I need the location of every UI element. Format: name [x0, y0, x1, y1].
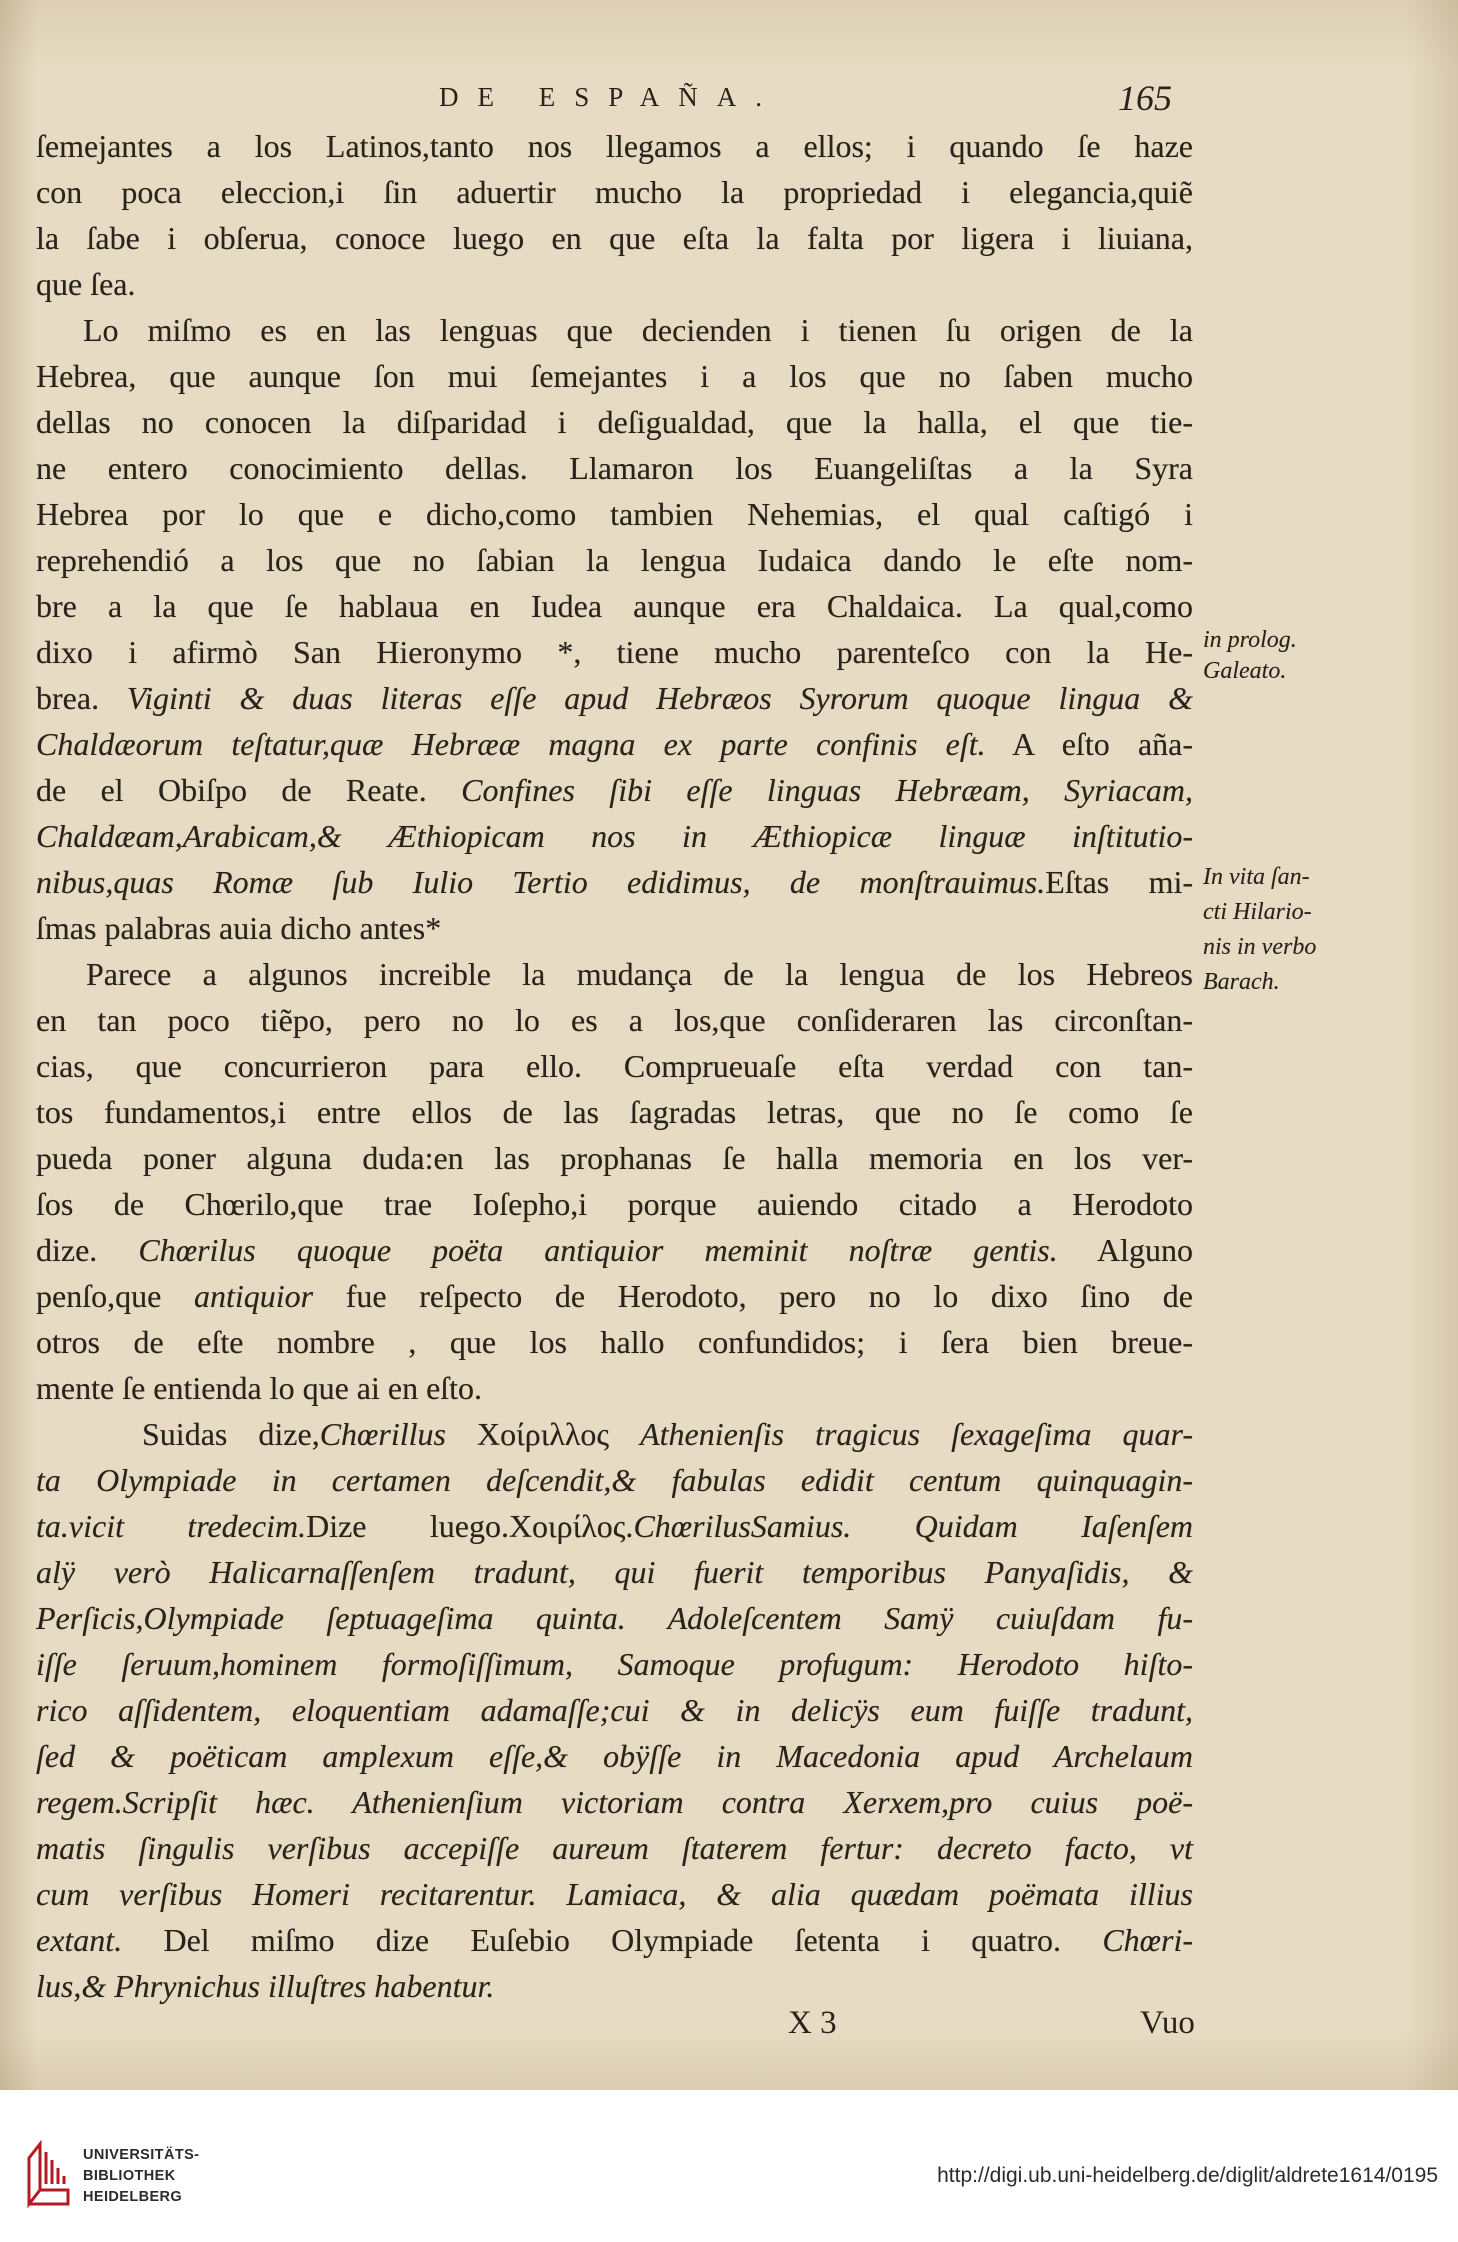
- text-line-content: [36, 1048, 1193, 1084]
- text-line-content: [36, 1370, 482, 1406]
- text-line-content: [36, 1738, 1193, 1774]
- text-line-content: [36, 772, 1193, 808]
- italic-text: antiquior: [193, 1278, 314, 1314]
- roman-text: brea.: [36, 680, 127, 716]
- roman-text: cias, que concurrieron para ello. Comprueuaſe eſta verdad con tan-: [36, 1048, 1193, 1084]
- text-line-content: [36, 542, 1193, 578]
- text-line: [36, 629, 1193, 675]
- library-name: [83, 2145, 199, 2208]
- italic-text: regem.Scripſit hæc. Athenienſium victoriam contra Xerxem,pro cuius poë-: [36, 1784, 1193, 1820]
- roman-text: Hebrea, que aunque ſon mui ſemejantes i a los que no ſaben mucho: [36, 358, 1193, 394]
- roman-text: con poca eleccion,i ſin aduertir mucho la propriedad i elegancia,quiẽ: [36, 174, 1193, 210]
- text-line-content: [36, 1784, 1193, 1820]
- text-line-content: [36, 1140, 1193, 1176]
- roman-text: en tan poco tiẽpo, pero no lo es a los,que conſideraren las circonſtan-: [36, 1002, 1193, 1038]
- text-line-content: [36, 1554, 1193, 1590]
- text-line-content: [36, 1600, 1193, 1636]
- roman-text: reprehendió a los que no ſabian la lengua Iudaica dando le eſte nom-: [36, 542, 1193, 578]
- text-line: [36, 1687, 1193, 1733]
- italic-text: Chaldæam,Arabicam,& Æthiopicam nos in Æthiopicæ linguæ inſtitutio-: [36, 818, 1193, 854]
- text-line: [36, 1825, 1193, 1871]
- text-line: [36, 1641, 1193, 1687]
- italic-text: Chœrillus: [319, 1416, 478, 1452]
- text-line: [36, 123, 1193, 169]
- text-line: [36, 1457, 1193, 1503]
- text-line: [36, 445, 1193, 491]
- italic-text: iſſe ſeruum,hominem formoſiſſimum, Samoque profugum: Herodoto hiſto-: [36, 1646, 1193, 1682]
- italic-text: Viginti & duas literas eſſe apud Hebræos Syrorum quoque lingua &: [126, 680, 1194, 716]
- text-line-content: [36, 1278, 1193, 1314]
- roman-text: dellas no conocen la diſparidad i deſigualdad, que la halla, el que tie-: [36, 404, 1193, 440]
- roman-text: bre a la que ſe hablaua en Iudea aunque era Chaldaica. La qual,como: [36, 588, 1193, 624]
- text-line: [36, 1273, 1193, 1319]
- text-line: [36, 1411, 1193, 1457]
- text-line: [36, 169, 1193, 215]
- italic-text: alÿ verò Halicarnaſſenſem tradunt, qui fuerit temporibus Panyaſidis, &: [36, 1554, 1193, 1590]
- italic-text: rico aſſidentem, eloquentiam adamaſſe;cui & in delicÿs eum fuiſſe tradunt,: [36, 1692, 1193, 1728]
- italic-text: ta Olympiade in certamen deſcendit,& fabulas edidit centum quinquagin-: [36, 1462, 1193, 1498]
- margin-note-line: Barach.: [1203, 969, 1280, 995]
- text-line: [36, 1733, 1193, 1779]
- roman-text: Χοίριλλος: [477, 1416, 641, 1452]
- roman-text: que ſea.: [36, 266, 136, 302]
- roman-text: de el Obiſpo de Reate.: [36, 772, 462, 808]
- margin-note-line: in prolog.: [1203, 627, 1297, 653]
- text-line-content: [36, 1232, 1193, 1268]
- roman-text: Del miſmo dize Euſebio Olympiade ſetenta i quatro.: [122, 1922, 1103, 1958]
- text-line: [36, 399, 1193, 445]
- text-line: [36, 583, 1193, 629]
- text-line: [36, 951, 1193, 997]
- text-line-content: [36, 404, 1193, 440]
- text-line: [36, 1319, 1193, 1365]
- text-line: [36, 353, 1193, 399]
- roman-text: dize.: [36, 1232, 139, 1268]
- margin-note-line: Galeato.: [1203, 658, 1287, 684]
- text-line: [36, 1043, 1193, 1089]
- roman-text: ne entero conocimiento dellas. Llamaron los Euangeliſtas a la Syra: [36, 450, 1193, 486]
- text-line: [36, 767, 1193, 813]
- text-line-content: [36, 1968, 494, 2004]
- text-line: [36, 1227, 1193, 1273]
- text-line-content: [36, 1922, 1193, 1958]
- text-line-content: [36, 1646, 1193, 1682]
- text-line: [36, 1503, 1193, 1549]
- text-line: [36, 997, 1193, 1043]
- text-line: [36, 307, 1193, 353]
- roman-text: la ſabe i obſerua, conoce luego en que eſta la falta por ligera i liuiana,: [36, 220, 1193, 256]
- text-line-content: [36, 128, 1193, 164]
- italic-text: ſed & poëticam amplexum eſſe,& obÿſſe in Macedonia apud Archelaum: [36, 1738, 1193, 1774]
- roman-text: Eſtas mi-: [1045, 864, 1194, 900]
- text-line: [36, 1181, 1193, 1227]
- text-line-content: [36, 1830, 1193, 1866]
- margin-note-line: nis in verbo: [1203, 934, 1317, 960]
- text-line: [36, 1365, 1193, 1411]
- text-line-content: [36, 680, 1193, 716]
- roman-text: pueda poner alguna duda:en las prophanas ſe halla memoria en los ver-: [36, 1140, 1193, 1176]
- italic-text: Chœrilus quoque poëta antiquior meminit noſtræ gentis.: [138, 1232, 1058, 1268]
- roman-text: mente ſe entienda lo que ai en eſto.: [36, 1370, 483, 1406]
- text-line-content: [36, 174, 1193, 210]
- text-line-content: [36, 634, 1193, 670]
- roman-text: A eſto aña-: [985, 726, 1194, 762]
- text-line: [36, 1917, 1193, 1963]
- roman-text: Lo miſmo es en las lenguas que decienden i tienen ſu origen de la: [83, 312, 1193, 348]
- text-line-content: [36, 588, 1193, 624]
- text-line-content: [36, 1508, 1193, 1544]
- text-line: [36, 859, 1193, 905]
- text-line-content: [36, 358, 1193, 394]
- text-line: [36, 1549, 1193, 1595]
- text-line-content: [83, 312, 1193, 348]
- text-line-content: [36, 1186, 1193, 1222]
- roman-text: Dize luego.Χοιρίλος.: [306, 1508, 634, 1544]
- text-line-content: [36, 1876, 1193, 1912]
- text-line-content: [36, 220, 1193, 256]
- text-line: [36, 1779, 1193, 1825]
- text-line: [36, 491, 1193, 537]
- text-line: [36, 261, 1193, 307]
- italic-text: lus,& Phrynichus illuſtres habentur.: [36, 1968, 495, 2004]
- catchword: Vuo: [1140, 2005, 1195, 2041]
- margin-note: [1203, 860, 1316, 1000]
- page-url: http://digi.ub.uni-heidelberg.de/diglit/aldrete1614/0195: [937, 2164, 1438, 2187]
- italic-text: cum verſibus Homeri recitarentur. Lamiaca, & alia quædam poëmata illius: [36, 1876, 1193, 1912]
- text-line-content: [36, 726, 1193, 762]
- margin-note-line: In vita ſan-: [1203, 864, 1310, 890]
- italic-text: ta.vicit tredecim.: [36, 1508, 307, 1544]
- text-line-content: [142, 1416, 1193, 1452]
- text-line-content: [36, 496, 1193, 532]
- text-line-content: [36, 818, 1193, 854]
- roman-text: fue reſpecto de Herodoto, pero no lo dixo ſino de: [313, 1278, 1194, 1314]
- text-line-content: [36, 1094, 1193, 1130]
- text-line: [36, 1595, 1193, 1641]
- library-name-line: BIBLIOTHEK: [83, 2168, 176, 2184]
- text-line-content: [36, 266, 136, 302]
- page-number: 165: [1118, 78, 1172, 118]
- italic-text: Chœri-: [1102, 1922, 1193, 1958]
- library-name-line: UNIVERSITÄTS-: [83, 2147, 200, 2163]
- roman-text: ſos de Chœrilo,que trae Ioſepho,i porque auiendo citado a Herodoto: [36, 1186, 1193, 1222]
- italic-text: Athenienſis tragicus ſexageſima quar-: [640, 1416, 1193, 1452]
- text-line-content: [36, 1692, 1193, 1728]
- roman-text: Parece a algunos increible la mudança de la lengua de los Hebreos: [86, 956, 1193, 992]
- italic-text: ChœrilusSamius. Quidam Iaſenſem: [633, 1508, 1194, 1544]
- roman-text: otros de eſte nombre , que los hallo confundidos; i ſera bien breue-: [36, 1324, 1193, 1360]
- italic-text: matis ſingulis verſibus accepiſſe aureum ſtaterem fertur: decreto facto, vt: [36, 1830, 1193, 1866]
- text-line: [36, 215, 1193, 261]
- text-line: [36, 675, 1193, 721]
- text-line: [36, 1135, 1193, 1181]
- body-text: [36, 123, 1193, 2009]
- italic-text: Perſicis,Olympiade ſeptuageſima quinta. Adoleſcentem Samÿ cuiuſdam fu-: [36, 1600, 1193, 1636]
- library-name-line: HEIDELBERG: [83, 2189, 183, 2205]
- running-title: DE ESPAÑA.: [439, 82, 782, 112]
- text-line-content: [36, 1324, 1193, 1360]
- italic-text: Confines ſibi eſſe linguas Hebræam, Syriacam,: [461, 772, 1193, 808]
- text-line-content: [36, 864, 1193, 900]
- roman-text: ſemejantes a los Latinos,tanto nos llegamos a ellos; i quando ſe haze: [36, 128, 1193, 164]
- margin-note: [1203, 625, 1297, 687]
- roman-text: ſmas palabras auia dicho antes*: [36, 910, 442, 946]
- roman-text: dixo i afirmò San Hieronymo *, tiene mucho parenteſco con la He-: [36, 634, 1193, 670]
- text-line-content: [86, 956, 1193, 992]
- viewer-footer: [0, 2090, 1458, 2242]
- italic-text: Chaldæorum teſtatur,quæ Hebrææ magna ex parte confinis eſt.: [36, 726, 986, 762]
- roman-text: Alguno: [1057, 1232, 1194, 1268]
- roman-text: Hebrea por lo que e dicho,como tambien Nehemias, el qual caſtigó i: [36, 496, 1193, 532]
- roman-text: penſo,que: [36, 1278, 194, 1314]
- text-line: [36, 721, 1193, 767]
- text-line: [36, 813, 1193, 859]
- signature-mark: X 3: [788, 2005, 837, 2041]
- text-line-content: [36, 910, 441, 946]
- text-line: [36, 537, 1193, 583]
- text-line: [36, 1871, 1193, 1917]
- text-line: [36, 905, 1193, 951]
- text-line: [36, 1963, 1193, 2009]
- text-line: [36, 1089, 1193, 1135]
- text-line-content: [36, 450, 1193, 486]
- library-logo-icon: [26, 2140, 72, 2208]
- roman-text: tos fundamentos,i entre ellos de las ſagradas letras, que no ſe como ſe: [36, 1094, 1193, 1130]
- text-line-content: [36, 1462, 1193, 1498]
- italic-text: nibus,quas Romæ ſub Iulio Tertio edidimus, de monſtrauimus.: [36, 864, 1046, 900]
- margin-note-line: cti Hilario-: [1203, 899, 1312, 925]
- italic-text: extant.: [36, 1922, 123, 1958]
- roman-text: Suidas dize,: [142, 1416, 320, 1452]
- text-line-content: [36, 1002, 1193, 1038]
